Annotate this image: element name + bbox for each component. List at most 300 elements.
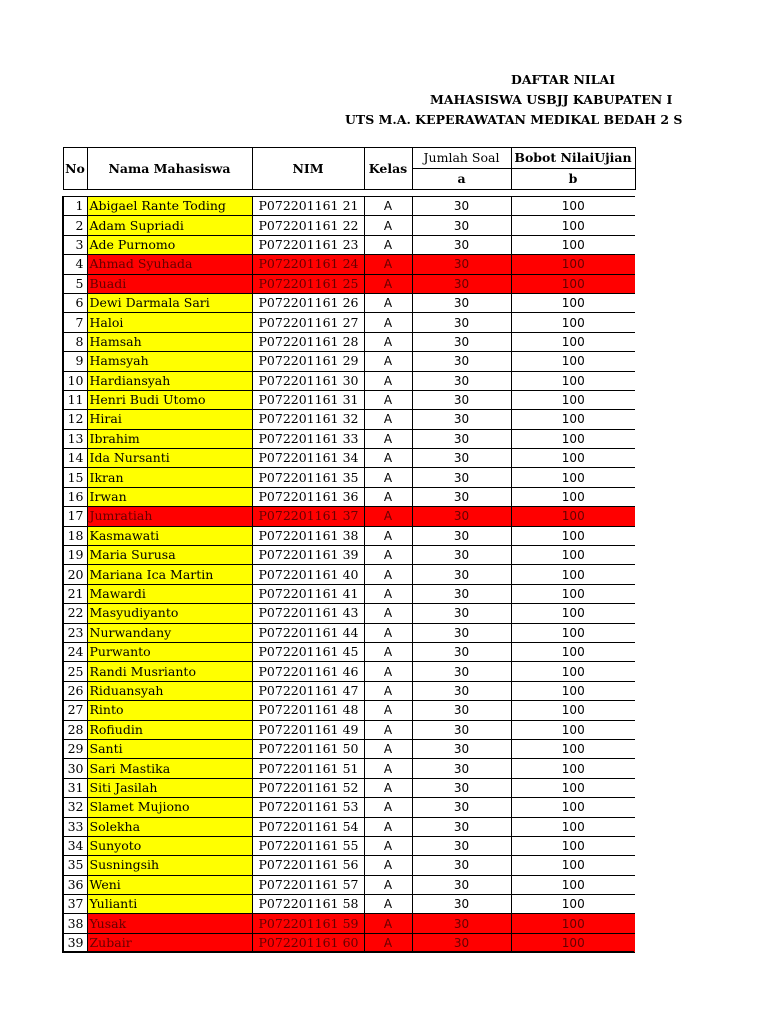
cell-nama[interactable]: Susningsih xyxy=(87,856,252,875)
cell-jumlah-soal[interactable]: 30 xyxy=(412,895,511,914)
table-row[interactable] xyxy=(63,371,635,390)
cell-jumlah-soal[interactable]: 30 xyxy=(412,429,511,448)
table-row[interactable] xyxy=(63,642,635,661)
cell-bobot[interactable]: 100 xyxy=(511,235,635,254)
table-row[interactable] xyxy=(63,798,635,817)
cell-kelas[interactable]: A xyxy=(364,371,412,390)
cell-jumlah-soal[interactable]: 30 xyxy=(412,313,511,332)
table-row[interactable] xyxy=(63,778,635,797)
cell-bobot[interactable]: 100 xyxy=(511,856,635,875)
cell-no[interactable]: 10 xyxy=(63,371,87,390)
header-jumlah-soal[interactable]: Jumlah Soal xyxy=(412,148,511,169)
cell-bobot[interactable]: 100 xyxy=(511,526,635,545)
cell-nama[interactable]: Yusak xyxy=(87,914,252,933)
cell-no[interactable]: 28 xyxy=(63,720,87,739)
cell-no[interactable]: 5 xyxy=(63,274,87,293)
cell-kelas[interactable]: A xyxy=(364,526,412,545)
cell-jumlah-soal[interactable]: 30 xyxy=(412,371,511,390)
cell-jumlah-soal[interactable]: 30 xyxy=(412,817,511,836)
cell-jumlah-soal[interactable]: 30 xyxy=(412,468,511,487)
cell-bobot[interactable]: 100 xyxy=(511,933,635,952)
table-row[interactable] xyxy=(63,933,635,952)
cell-jumlah-soal[interactable]: 30 xyxy=(412,235,511,254)
cell-jumlah-soal[interactable]: 30 xyxy=(412,875,511,894)
cell-bobot[interactable]: 100 xyxy=(511,662,635,681)
cell-jumlah-soal[interactable]: 30 xyxy=(412,662,511,681)
cell-kelas[interactable]: A xyxy=(364,739,412,758)
cell-bobot[interactable]: 100 xyxy=(511,836,635,855)
table-row[interactable] xyxy=(63,429,635,448)
table-row[interactable] xyxy=(63,623,635,642)
cell-kelas[interactable]: A xyxy=(364,895,412,914)
cell-no[interactable]: 2 xyxy=(63,216,87,235)
cell-no[interactable]: 21 xyxy=(63,584,87,603)
cell-nama[interactable]: Mariana Ica Martin xyxy=(87,565,252,584)
cell-nim[interactable] xyxy=(252,468,364,487)
cell-nim[interactable] xyxy=(252,778,364,797)
cell-bobot[interactable]: 100 xyxy=(511,216,635,235)
cell-nama[interactable]: Sari Mastika xyxy=(87,759,252,778)
table-row[interactable] xyxy=(63,449,635,468)
table-row[interactable] xyxy=(63,875,635,894)
nim-suffix: 31 xyxy=(342,392,359,408)
cell-no[interactable]: 17 xyxy=(63,507,87,526)
cell-nim[interactable] xyxy=(252,895,364,914)
cell-bobot[interactable]: 100 xyxy=(511,293,635,312)
cell-bobot[interactable]: 100 xyxy=(511,274,635,293)
nim-prefix: P072201161 xyxy=(258,256,339,272)
cell-nama[interactable]: Rinto xyxy=(87,701,252,720)
cell-kelas[interactable]: A xyxy=(364,798,412,817)
cell-nama[interactable]: Randi Musrianto xyxy=(87,662,252,681)
cell-jumlah-soal[interactable]: 30 xyxy=(412,390,511,409)
cell-jumlah-soal[interactable]: 30 xyxy=(412,449,511,468)
cell-no[interactable]: 36 xyxy=(63,875,87,894)
table-row[interactable] xyxy=(63,739,635,758)
cell-bobot[interactable]: 100 xyxy=(511,487,635,506)
cell-nama[interactable]: Hamsyah xyxy=(87,352,252,371)
table-row[interactable] xyxy=(63,817,635,836)
cell-no[interactable]: 39 xyxy=(63,933,87,952)
cell-no[interactable]: 18 xyxy=(63,526,87,545)
cell-nama[interactable]: Ida Nursanti xyxy=(87,449,252,468)
cell-nim[interactable] xyxy=(252,274,364,293)
header-nama[interactable]: Nama Mahasiswa xyxy=(87,148,252,190)
table-row[interactable] xyxy=(63,720,635,739)
cell-kelas[interactable]: A xyxy=(364,274,412,293)
cell-no[interactable]: 38 xyxy=(63,914,87,933)
table-row[interactable] xyxy=(63,293,635,312)
cell-bobot[interactable]: 100 xyxy=(511,642,635,661)
cell-bobot[interactable]: 100 xyxy=(511,623,635,642)
cell-nama[interactable]: Haloi xyxy=(87,313,252,332)
cell-no[interactable]: 33 xyxy=(63,817,87,836)
cell-bobot[interactable]: 100 xyxy=(511,817,635,836)
table-row[interactable] xyxy=(63,274,635,293)
cell-kelas[interactable]: A xyxy=(364,662,412,681)
table-row[interactable] xyxy=(63,352,635,371)
cell-nama[interactable]: Kasmawati xyxy=(87,526,252,545)
table-row[interactable] xyxy=(63,856,635,875)
cell-nim[interactable] xyxy=(252,255,364,274)
cell-no[interactable]: 3 xyxy=(63,235,87,254)
cell-bobot[interactable]: 100 xyxy=(511,410,635,429)
cell-no[interactable]: 19 xyxy=(63,546,87,565)
cell-nim[interactable] xyxy=(252,293,364,312)
cell-nama[interactable]: Abigael Rante Toding xyxy=(87,197,252,216)
cell-bobot[interactable]: 100 xyxy=(511,604,635,623)
cell-nim[interactable] xyxy=(252,565,364,584)
table-row[interactable] xyxy=(63,836,635,855)
cell-kelas[interactable]: A xyxy=(364,759,412,778)
nim-suffix: 53 xyxy=(342,799,359,815)
cell-nama[interactable]: Adam Supriadi xyxy=(87,216,252,235)
header-no[interactable]: No xyxy=(63,148,87,190)
table-row[interactable] xyxy=(63,216,635,235)
cell-nim[interactable] xyxy=(252,720,364,739)
cell-jumlah-soal[interactable]: 30 xyxy=(412,836,511,855)
cell-kelas[interactable]: A xyxy=(364,565,412,584)
cell-no[interactable]: 22 xyxy=(63,604,87,623)
cell-no[interactable]: 12 xyxy=(63,410,87,429)
cell-kelas[interactable]: A xyxy=(364,623,412,642)
cell-nama[interactable]: Zubair xyxy=(87,933,252,952)
cell-nama[interactable]: Riduansyah xyxy=(87,681,252,700)
cell-nim[interactable] xyxy=(252,313,364,332)
nim-prefix: P072201161 xyxy=(258,586,339,601)
nim-prefix: P072201161 xyxy=(258,353,339,369)
cell-nama[interactable]: Nurwandany xyxy=(87,623,252,642)
cell-kelas[interactable]: A xyxy=(364,390,412,409)
cell-nim[interactable] xyxy=(252,352,364,371)
cell-nim[interactable] xyxy=(252,914,364,933)
cell-nama[interactable]: Siti Jasilah xyxy=(87,778,252,797)
table-row[interactable] xyxy=(63,410,635,429)
cell-nama[interactable]: Maria Surusa xyxy=(87,546,252,565)
table-row[interactable] xyxy=(63,235,635,254)
nim-suffix: 27 xyxy=(342,314,359,330)
cell-no[interactable]: 8 xyxy=(63,332,87,351)
cell-kelas[interactable]: A xyxy=(364,642,412,661)
cell-nim[interactable] xyxy=(252,759,364,778)
cell-kelas[interactable]: A xyxy=(364,235,412,254)
cell-nim[interactable] xyxy=(252,449,364,468)
cell-no[interactable]: 31 xyxy=(63,778,87,797)
cell-nim[interactable] xyxy=(252,701,364,720)
cell-nim[interactable] xyxy=(252,235,364,254)
cell-bobot[interactable]: 100 xyxy=(511,313,635,332)
table-row[interactable] xyxy=(63,681,635,700)
cell-bobot[interactable]: 100 xyxy=(511,584,635,603)
cell-jumlah-soal[interactable]: 30 xyxy=(412,410,511,429)
cell-nim[interactable] xyxy=(252,662,364,681)
cell-no[interactable]: 16 xyxy=(63,487,87,506)
cell-kelas[interactable]: A xyxy=(364,293,412,312)
cell-nama[interactable]: Masyudiyanto xyxy=(87,604,252,623)
nim-prefix: P072201161 xyxy=(258,566,339,582)
cell-nama[interactable]: Ahmad Syuhada xyxy=(87,255,252,274)
cell-nama[interactable]: Weni xyxy=(87,875,252,894)
cell-kelas[interactable]: A xyxy=(364,584,412,603)
nim-suffix: 30 xyxy=(342,372,359,388)
cell-nama[interactable]: Rofiudin xyxy=(87,720,252,739)
cell-bobot[interactable]: 100 xyxy=(511,565,635,584)
cell-jumlah-soal[interactable]: 30 xyxy=(412,507,511,526)
cell-kelas[interactable]: A xyxy=(364,604,412,623)
table-row[interactable] xyxy=(63,507,635,526)
table-row[interactable] xyxy=(63,701,635,720)
cell-no[interactable]: 26 xyxy=(63,681,87,700)
cell-nama[interactable]: Hirai xyxy=(87,410,252,429)
cell-jumlah-soal[interactable]: 30 xyxy=(412,332,511,351)
cell-nim[interactable] xyxy=(252,681,364,700)
table-row[interactable] xyxy=(63,468,635,487)
cell-kelas[interactable]: A xyxy=(364,701,412,720)
cell-no[interactable]: 4 xyxy=(63,255,87,274)
cell-nama[interactable]: Mawardi xyxy=(87,584,252,603)
header-bobot[interactable]: Bobot NilaiUjian xyxy=(511,148,635,169)
cell-jumlah-soal[interactable]: 30 xyxy=(412,720,511,739)
cell-bobot[interactable]: 100 xyxy=(511,449,635,468)
cell-kelas[interactable]: A xyxy=(364,856,412,875)
cell-no[interactable]: 29 xyxy=(63,739,87,758)
table-row[interactable] xyxy=(63,197,635,216)
table-row[interactable] xyxy=(63,604,635,623)
cell-kelas[interactable]: A xyxy=(364,332,412,351)
cell-jumlah-soal[interactable]: 30 xyxy=(412,526,511,545)
cell-jumlah-soal[interactable]: 30 xyxy=(412,487,511,506)
cell-nim[interactable] xyxy=(252,856,364,875)
cell-nim[interactable] xyxy=(252,197,364,216)
cell-no[interactable]: 24 xyxy=(63,642,87,661)
nim-suffix: 34 xyxy=(342,450,359,466)
cell-nim[interactable] xyxy=(252,546,364,565)
cell-nim[interactable] xyxy=(252,410,364,429)
cell-jumlah-soal[interactable]: 30 xyxy=(412,604,511,623)
cell-kelas[interactable]: A xyxy=(364,720,412,739)
cell-nim[interactable] xyxy=(252,332,364,351)
cell-nim[interactable] xyxy=(252,875,364,894)
cell-bobot[interactable]: 100 xyxy=(511,197,635,216)
cell-nim[interactable] xyxy=(252,798,364,817)
cell-bobot[interactable]: 100 xyxy=(511,875,635,894)
table-row[interactable] xyxy=(63,584,635,603)
cell-kelas[interactable]: A xyxy=(364,449,412,468)
cell-bobot[interactable]: 100 xyxy=(511,332,635,351)
cell-nim[interactable] xyxy=(252,836,364,855)
cell-kelas[interactable]: A xyxy=(364,817,412,836)
cell-jumlah-soal[interactable]: 30 xyxy=(412,584,511,603)
cell-bobot[interactable]: 100 xyxy=(511,914,635,933)
nim-suffix: 48 xyxy=(342,702,359,718)
table-row[interactable] xyxy=(63,526,635,545)
cell-jumlah-soal[interactable]: 30 xyxy=(412,352,511,371)
cell-nama[interactable]: Ade Purnomo xyxy=(87,235,252,254)
cell-jumlah-soal[interactable]: 30 xyxy=(412,798,511,817)
cell-kelas[interactable]: A xyxy=(364,429,412,448)
cell-jumlah-soal[interactable]: 30 xyxy=(412,216,511,235)
cell-no[interactable]: 11 xyxy=(63,390,87,409)
cell-jumlah-soal[interactable]: 30 xyxy=(412,546,511,565)
nim-prefix: P072201161 xyxy=(258,799,339,815)
cell-bobot[interactable]: 100 xyxy=(511,546,635,565)
cell-nama[interactable]: Purwanto xyxy=(87,642,252,661)
cell-jumlah-soal[interactable]: 30 xyxy=(412,759,511,778)
cell-kelas[interactable]: A xyxy=(364,507,412,526)
cell-no[interactable]: 34 xyxy=(63,836,87,855)
cell-nim[interactable] xyxy=(252,216,364,235)
cell-kelas[interactable]: A xyxy=(364,487,412,506)
table-row[interactable] xyxy=(63,255,635,274)
table-row[interactable] xyxy=(63,914,635,933)
table-row[interactable] xyxy=(63,759,635,778)
cell-no[interactable]: 15 xyxy=(63,468,87,487)
cell-jumlah-soal[interactable]: 30 xyxy=(412,778,511,797)
cell-nama[interactable]: Irwan xyxy=(87,487,252,506)
cell-kelas[interactable]: A xyxy=(364,352,412,371)
cell-nim[interactable] xyxy=(252,526,364,545)
cell-bobot[interactable]: 100 xyxy=(511,895,635,914)
nim-prefix: P072201161 xyxy=(258,896,339,912)
nim-prefix: P072201161 xyxy=(258,469,339,485)
cell-bobot[interactable]: 100 xyxy=(511,778,635,797)
cell-nim[interactable] xyxy=(252,371,364,390)
cell-nama[interactable]: Dewi Darmala Sari xyxy=(87,293,252,312)
cell-nama[interactable]: Yulianti xyxy=(87,895,252,914)
cell-kelas[interactable]: A xyxy=(364,914,412,933)
cell-kelas[interactable]: A xyxy=(364,197,412,216)
cell-nama[interactable]: Buadi xyxy=(87,274,252,293)
cell-no[interactable]: 32 xyxy=(63,798,87,817)
cell-nim[interactable] xyxy=(252,817,364,836)
cell-nama[interactable]: Jumratiah xyxy=(87,507,252,526)
cell-no[interactable]: 23 xyxy=(63,623,87,642)
cell-nama[interactable]: Hardiansyah xyxy=(87,371,252,390)
cell-nama[interactable]: Slamet Mujiono xyxy=(87,798,252,817)
cell-nim[interactable] xyxy=(252,390,364,409)
cell-nim[interactable] xyxy=(252,623,364,642)
cell-bobot[interactable]: 100 xyxy=(511,720,635,739)
cell-no[interactable]: 27 xyxy=(63,701,87,720)
nim-prefix: P072201161 xyxy=(258,236,339,252)
cell-kelas[interactable]: A xyxy=(364,313,412,332)
nim-prefix: P072201161 xyxy=(258,605,339,621)
header-sub-a[interactable]: a xyxy=(412,169,511,190)
cell-jumlah-soal[interactable]: 30 xyxy=(412,255,511,274)
cell-nim[interactable] xyxy=(252,604,364,623)
table-row[interactable] xyxy=(63,565,635,584)
cell-bobot[interactable]: 100 xyxy=(511,371,635,390)
table-row[interactable] xyxy=(63,895,635,914)
cell-no[interactable]: 35 xyxy=(63,856,87,875)
cell-jumlah-soal[interactable]: 30 xyxy=(412,623,511,642)
table-row[interactable] xyxy=(63,390,635,409)
cell-nama[interactable]: Hamsah xyxy=(87,332,252,351)
nim-suffix: 39 xyxy=(342,547,359,563)
cell-kelas[interactable]: A xyxy=(364,933,412,952)
cell-nama[interactable]: Henri Budi Utomo xyxy=(87,390,252,409)
cell-bobot[interactable]: 100 xyxy=(511,468,635,487)
cell-jumlah-soal[interactable]: 30 xyxy=(412,565,511,584)
cell-no[interactable]: 6 xyxy=(63,293,87,312)
cell-bobot[interactable]: 100 xyxy=(511,701,635,720)
cell-kelas[interactable]: A xyxy=(364,468,412,487)
header-kelas[interactable]: Kelas xyxy=(364,148,412,190)
cell-jumlah-soal[interactable]: 30 xyxy=(412,293,511,312)
cell-bobot[interactable]: 100 xyxy=(511,681,635,700)
cell-nim[interactable] xyxy=(252,642,364,661)
cell-bobot[interactable]: 100 xyxy=(511,507,635,526)
cell-no[interactable]: 7 xyxy=(63,313,87,332)
cell-kelas[interactable]: A xyxy=(364,681,412,700)
cell-jumlah-soal[interactable]: 30 xyxy=(412,914,511,933)
cell-kelas[interactable]: A xyxy=(364,255,412,274)
cell-no[interactable]: 9 xyxy=(63,352,87,371)
cell-nim[interactable] xyxy=(252,933,364,952)
table-row[interactable] xyxy=(63,487,635,506)
cell-nim[interactable] xyxy=(252,429,364,448)
cell-bobot[interactable]: 100 xyxy=(511,390,635,409)
table-row[interactable] xyxy=(63,546,635,565)
cell-no[interactable]: 25 xyxy=(63,662,87,681)
cell-nama[interactable]: Solekha xyxy=(87,817,252,836)
cell-jumlah-soal[interactable]: 30 xyxy=(412,933,511,952)
cell-nim[interactable] xyxy=(252,487,364,506)
cell-bobot[interactable]: 100 xyxy=(511,798,635,817)
header-nim[interactable]: NIM xyxy=(252,148,364,190)
cell-kelas[interactable]: A xyxy=(364,546,412,565)
cell-no[interactable]: 13 xyxy=(63,429,87,448)
cell-bobot[interactable]: 100 xyxy=(511,352,635,371)
cell-bobot[interactable]: 100 xyxy=(511,429,635,448)
cell-jumlah-soal[interactable]: 30 xyxy=(412,642,511,661)
nim-suffix: 43 xyxy=(342,605,359,621)
cell-kelas[interactable]: A xyxy=(364,410,412,429)
nim-suffix: 45 xyxy=(342,644,359,660)
cell-bobot[interactable]: 100 xyxy=(511,739,635,758)
cell-jumlah-soal[interactable]: 30 xyxy=(412,701,511,720)
cell-jumlah-soal[interactable]: 30 xyxy=(412,274,511,293)
cell-bobot[interactable]: 100 xyxy=(511,255,635,274)
cell-nim[interactable] xyxy=(252,739,364,758)
cell-kelas[interactable]: A xyxy=(364,836,412,855)
cell-nama[interactable]: Sunyoto xyxy=(87,836,252,855)
header-sub-b[interactable]: b xyxy=(511,169,635,190)
cell-kelas[interactable]: A xyxy=(364,216,412,235)
cell-nama[interactable]: Ikran xyxy=(87,468,252,487)
cell-no[interactable]: 1 xyxy=(63,197,87,216)
cell-kelas[interactable]: A xyxy=(364,875,412,894)
cell-no[interactable]: 30 xyxy=(63,759,87,778)
cell-jumlah-soal[interactable]: 30 xyxy=(412,856,511,875)
cell-jumlah-soal[interactable]: 30 xyxy=(412,739,511,758)
table-row[interactable] xyxy=(63,313,635,332)
cell-nama[interactable]: Santi xyxy=(87,739,252,758)
cell-no[interactable]: 37 xyxy=(63,895,87,914)
table-row[interactable] xyxy=(63,662,635,681)
cell-nim[interactable] xyxy=(252,507,364,526)
cell-no[interactable]: 14 xyxy=(63,449,87,468)
cell-nama[interactable]: Ibrahim xyxy=(87,429,252,448)
cell-bobot[interactable]: 100 xyxy=(511,759,635,778)
cell-no[interactable]: 20 xyxy=(63,565,87,584)
nim-prefix: P072201161 xyxy=(258,935,339,951)
table-row[interactable] xyxy=(63,332,635,351)
cell-nim[interactable] xyxy=(252,584,364,603)
cell-jumlah-soal[interactable]: 30 xyxy=(412,681,511,700)
cell-kelas[interactable]: A xyxy=(364,778,412,797)
cell-jumlah-soal[interactable]: 30 xyxy=(412,197,511,216)
